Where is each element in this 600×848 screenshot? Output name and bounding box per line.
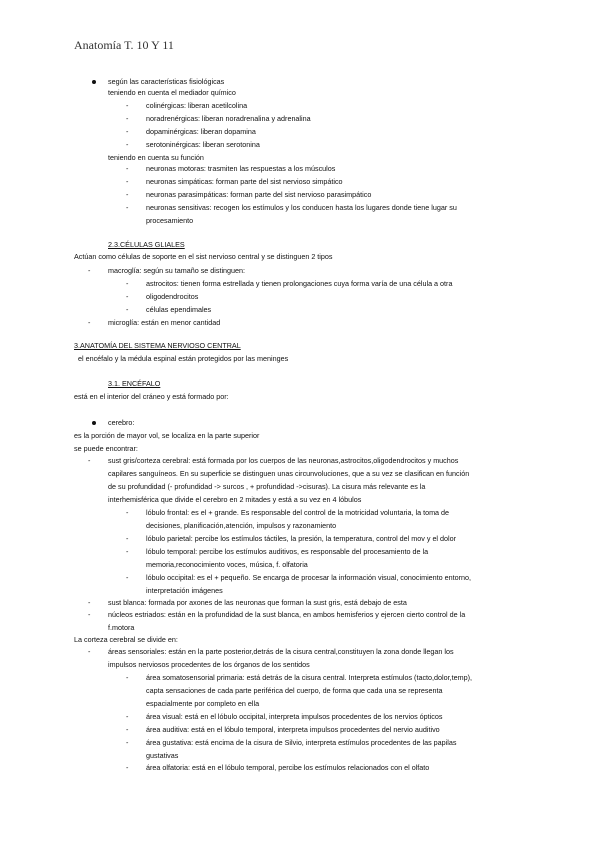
dash-marker-icon: - — [126, 203, 129, 212]
text-line: está en el interior del cráneo y está formado por: — [74, 392, 229, 401]
text-line: áreas sensoriales: están en la parte posterior,detrás de la cisura central,constituyen la zona donde llegan los — [108, 647, 454, 656]
text-line: área gustativa: está encima de la cisura de Silvio, interpreta estímulos procedentes de las papilas — [146, 738, 457, 747]
dash-marker-icon: - — [126, 712, 129, 721]
text-line: procesamiento — [146, 216, 194, 225]
text-line: teniendo en cuenta el mediador químico — [108, 88, 236, 97]
dash-marker-icon: - — [88, 456, 91, 465]
section-heading: 2.3.CÉLULAS GLIALES — [108, 240, 185, 249]
text-line: decisiones, planificación,atención, impulsos y razonamiento — [146, 521, 337, 530]
bullet-icon — [92, 80, 96, 84]
text-line: área auditiva: está en el lóbulo temporal, interpreta impulsos procedentes del nervio auditivo — [146, 725, 440, 734]
text-line: células ependimales — [146, 305, 212, 314]
text-line: núcleos estriados: están en la profundidad de la sust blanca, en ambos hemisferios y ejercen cierto control de la — [108, 610, 466, 619]
dash-marker-icon: - — [126, 114, 129, 123]
dash-marker-icon: - — [88, 610, 91, 619]
dash-marker-icon: - — [126, 534, 129, 543]
text-line: área visual: está en el lóbulo occipital, interpreta impulsos procedentes de los nervios ópticos — [146, 712, 443, 721]
dash-marker-icon: - — [88, 266, 91, 275]
dash-marker-icon: - — [126, 164, 129, 173]
text-line: área olfatoria: está en el lóbulo temporal, percibe los estímulos relacionados con el olfato — [146, 763, 430, 772]
text-line: macroglía: según su tamaño se distinguen: — [108, 266, 246, 275]
text-line: lóbulo parietal: percibe los estímulos táctiles, la presión, la temperatura, control del mov y el dolor — [146, 534, 457, 543]
text-line: es la porción de mayor vol, se localiza en la parte superior — [74, 431, 260, 440]
text-line: astrocitos: tienen forma estrellada y tienen prolongaciones cuya forma varía de una célula a otra — [146, 279, 453, 288]
text-line: impulsos nerviosos procedentes de los órganos de los sentidos — [108, 660, 310, 669]
dash-marker-icon: - — [126, 763, 129, 772]
text-line: capilares sanguíneos. En su superficie se distinguen unas circunvoluciones, que a su vez se clasifican en función — [108, 469, 470, 478]
section-heading: 3.ANATOMÍA DEL SISTEMA NERVIOSO CENTRAL — [74, 341, 241, 350]
text-line: noradrenérgicas: liberan noradrenalina y adrenalina — [146, 114, 311, 123]
dash-marker-icon: - — [88, 647, 91, 656]
dash-marker-icon: - — [126, 725, 129, 734]
dash-marker-icon: - — [126, 508, 129, 517]
text-line: dopaminérgicas: liberan dopamina — [146, 127, 256, 136]
text-line: cerebro: — [108, 418, 135, 427]
text-line: neuronas sensitivas: recogen los estímulos y los conducen hasta los lugares donde tiene lugar su — [146, 203, 457, 212]
text-line: sust blanca: formada por axones de las neuronas que forman la sust gris, está debajo de esta — [108, 598, 407, 607]
text-line: oligodendrocitos — [146, 292, 199, 301]
dash-marker-icon: - — [126, 573, 129, 582]
dash-marker-icon: - — [88, 318, 91, 327]
text-line: gustativas — [146, 751, 179, 760]
text-line: memoria,reconocimiento voces, música, f. olfatoria — [146, 560, 308, 569]
text-line: el encéfalo y la médula espinal están protegidos por las meninges — [78, 354, 289, 363]
text-line: Actúan como células de soporte en el sist nervioso central y se distinguen 2 tipos — [74, 252, 333, 261]
document-title: Anatomía T. 10 Y 11 — [74, 38, 174, 52]
text-line: espacialmente por completo en ella — [146, 699, 260, 708]
text-line: de su profundidad (- profundidad -> surcos , + profundidad ->cisuras). La cisura más relevante es la — [108, 482, 426, 491]
text-line: serotoninérgicas: liberan serotonina — [146, 140, 260, 149]
dash-marker-icon: - — [126, 101, 129, 110]
text-line: se puede encontrar: — [74, 444, 138, 453]
bullet-icon — [92, 421, 96, 425]
section-heading: 3.1. ENCÉFALO — [108, 379, 161, 388]
text-line: teniendo en cuenta su función — [108, 153, 204, 162]
text-line: microglía: están en menor cantidad — [108, 318, 221, 327]
text-line: neuronas motoras: trasmiten las respuestas a los músculos — [146, 164, 336, 173]
text-line: capta sensaciones de cada parte periférica del cuerpo, de forma que cada una se representa — [146, 686, 443, 695]
text-line: interhemisférica que divide el cerebro en 2 mitades y está a su vez en 4 lóbulos — [108, 495, 362, 504]
dash-marker-icon: - — [126, 292, 129, 301]
dash-marker-icon: - — [126, 190, 129, 199]
dash-marker-icon: - — [126, 140, 129, 149]
text-line: según las características fisiológicas — [108, 77, 225, 86]
text-line: lóbulo occipital: es el + pequeño. Se encarga de procesar la información visual, conocimiento entorno, — [146, 573, 472, 582]
text-line: lóbulo frontal: es el + grande. Es responsable del control de la motricidad voluntaria, la toma de — [146, 508, 450, 517]
text-line: colinérgicas: liberan acetilcolina — [146, 101, 248, 110]
text-line: neuronas parasimpáticas: forman parte del sist nervioso parasimpático — [146, 190, 372, 199]
dash-marker-icon: - — [126, 177, 129, 186]
dash-marker-icon: - — [126, 547, 129, 556]
text-line: neuronas simpáticas: forman parte del sist nervioso simpático — [146, 177, 343, 186]
dash-marker-icon: - — [126, 305, 129, 314]
dash-marker-icon: - — [126, 127, 129, 136]
dash-marker-icon: - — [126, 738, 129, 747]
text-line: f.motora — [108, 623, 135, 632]
dash-marker-icon: - — [126, 673, 129, 682]
text-line: sust gris/corteza cerebral: está formada por los cuerpos de las neuronas,astrocitos,oligodendrocitos y muchos — [108, 456, 459, 465]
dash-marker-icon: - — [126, 279, 129, 288]
text-line: La corteza cerebral se divide en: — [74, 635, 178, 644]
text-line: lóbulo temporal: percibe los estímulos auditivos, es responsable del procesamiento de la — [146, 547, 429, 556]
text-line: interpretación imágenes — [146, 586, 223, 595]
text-line: área somatosensorial primaria: está detrás de la cisura central. Interpreta estímulos (tacto,dolor,temp), — [146, 673, 472, 682]
dash-marker-icon: - — [88, 598, 91, 607]
